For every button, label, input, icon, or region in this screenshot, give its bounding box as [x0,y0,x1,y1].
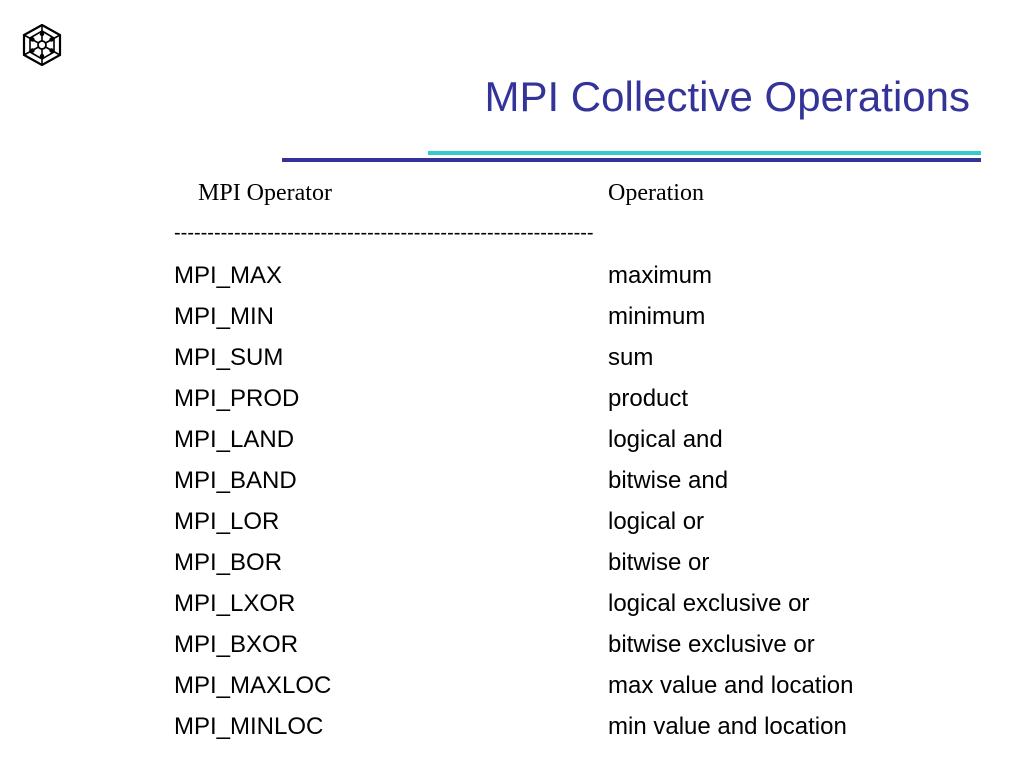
operator-cell: MPI_LAND [174,426,295,453]
table-row [0,672,1024,713]
header-divider: --------------------------------------------------------------- [174,222,594,244]
operation-cell: bitwise and [608,467,729,494]
header-operation: Operation [608,180,704,206]
table-row [0,385,1024,426]
operator-cell: MPI_SUM [174,344,284,371]
operator-cell: MPI_BOR [174,549,283,576]
table-row [0,303,1024,344]
operator-cell: MPI_LXOR [174,590,296,617]
table-row [0,713,1024,754]
operator-cell: MPI_LOR [174,508,280,535]
table-row [0,262,1024,303]
operation-cell: logical or [608,508,705,535]
table-row [0,590,1024,631]
operation-cell: bitwise or [608,549,710,576]
table-row [0,549,1024,590]
operator-cell: MPI_BXOR [174,631,299,658]
operation-cell: maximum [608,262,713,289]
operation-cell: bitwise exclusive or [608,631,815,658]
table-row [0,631,1024,672]
table-row [0,426,1024,467]
operation-cell: minimum [608,303,706,330]
header-mpi-operator: MPI Operator [198,180,332,206]
operation-cell: product [608,385,689,412]
operation-cell: min value and location [608,713,847,740]
table-row [0,508,1024,549]
operation-cell: logical and [608,426,723,453]
operation-cell: max value and location [608,672,854,699]
operator-cell: MPI_MAX [174,262,283,289]
operation-cell: logical exclusive or [608,590,810,617]
table-row [0,344,1024,385]
operator-cell: MPI_MAXLOC [174,672,332,699]
operator-cell: MPI_MIN [174,303,275,330]
operator-cell: MPI_MINLOC [174,713,324,740]
operation-cell: sum [608,344,654,371]
operator-cell: MPI_PROD [174,385,300,412]
operator-cell: MPI_BAND [174,467,297,494]
table-row [0,467,1024,508]
slide-title: MPI Collective Operations [484,73,970,120]
